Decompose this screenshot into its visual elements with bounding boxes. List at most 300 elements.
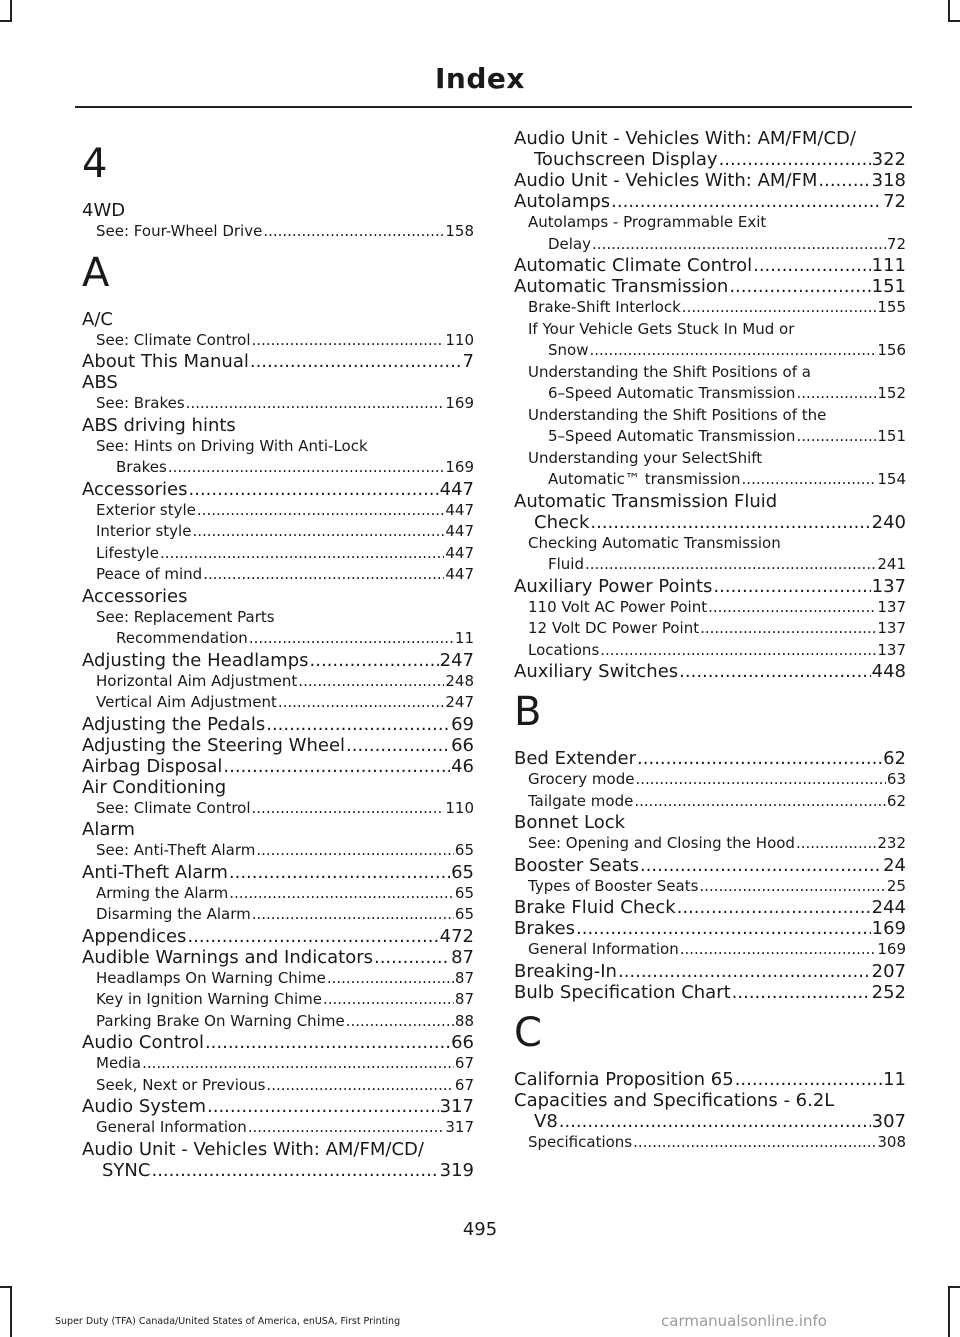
index-subentry	[514, 769, 906, 791]
index-subentry	[82, 989, 474, 1011]
page-ref-link[interactable]: 137	[877, 640, 906, 659]
dot-leader	[699, 876, 886, 898]
page-ref-link[interactable]: 447	[445, 543, 474, 562]
index-subentry	[514, 876, 906, 898]
entry-text-line: Automatic Transmission Fluid	[514, 490, 778, 512]
entry-text: Grocery mode	[528, 770, 635, 788]
entry-text: General Information	[528, 940, 679, 958]
entry-text: Accessories	[82, 478, 188, 500]
dot-leader	[677, 897, 871, 918]
dot-leader	[611, 191, 882, 212]
page-ref-link[interactable]: 156	[877, 341, 906, 359]
index-entry	[514, 812, 906, 833]
crop-mark	[948, 1286, 950, 1337]
index-entry	[82, 650, 474, 671]
page-ref-link[interactable]: 169	[445, 458, 474, 476]
entry-text: Check	[534, 511, 590, 533]
index-entry	[82, 1096, 474, 1117]
section-letter: C	[514, 1009, 542, 1056]
page-ref-link[interactable]: 66	[451, 1032, 474, 1053]
page-ref-link[interactable]: 241	[877, 555, 906, 573]
index-entry	[514, 128, 906, 170]
index-entry	[82, 372, 474, 393]
dot-leader	[796, 426, 876, 448]
index-subentry	[514, 319, 906, 362]
entry-text: Fluid	[548, 555, 584, 573]
page-ref-link[interactable]: 151	[877, 427, 906, 445]
entry-text-line: Understanding your SelectShift	[528, 448, 763, 467]
index-entry	[514, 1090, 906, 1132]
index-subentry	[82, 564, 474, 586]
crop-mark	[948, 1286, 960, 1288]
index-entry	[82, 862, 474, 883]
index-subentry	[514, 640, 906, 662]
entry-text: Specifications	[528, 1132, 633, 1151]
entry-text: Interior style	[96, 522, 192, 540]
dot-leader	[207, 1096, 439, 1117]
page-ref-link[interactable]: 447	[439, 478, 474, 500]
index-entry	[82, 947, 474, 968]
entry-text: Vertical Aim Adjustment	[96, 693, 277, 711]
page-ref-link[interactable]: 88	[454, 1011, 474, 1030]
entry-text: Horizontal Aim Adjustment	[96, 671, 298, 690]
index-subentry	[514, 597, 906, 619]
page-ref-link[interactable]: 317	[445, 1118, 474, 1136]
entry-text: 5–Speed Automatic Transmission	[548, 427, 796, 445]
page-ref-link[interactable]: 110	[445, 798, 474, 817]
entry-text: Automatic Climate Control	[514, 255, 753, 276]
dot-leader	[796, 383, 876, 405]
page-ref-link[interactable]: 110	[445, 330, 474, 349]
entry-text: Autolamps	[514, 191, 611, 212]
index-column-right	[514, 128, 906, 1153]
entry-text: Adjusting the Pedals	[82, 713, 266, 735]
index-subentry	[82, 1011, 474, 1033]
entry-text: 110 Volt AC Power Point	[528, 597, 708, 616]
page-ref-link[interactable]: 111	[871, 255, 906, 276]
entry-text: See: Opening and Closing the Hood	[528, 834, 795, 852]
index-entry	[82, 200, 474, 221]
entry-text: Arming the Alarm	[96, 883, 229, 902]
dot-leader	[729, 276, 870, 297]
dot-leader	[151, 1160, 438, 1181]
dot-leader	[266, 1075, 453, 1097]
entry-text: See: Brakes	[96, 394, 185, 412]
index-subentry	[82, 500, 474, 522]
dot-leader	[742, 469, 877, 491]
index-entry	[82, 309, 474, 330]
dot-leader	[559, 1111, 871, 1132]
entry-text-line: If Your Vehicle Gets Stuck In Mud or	[528, 319, 795, 338]
page-ref-link[interactable]: 247	[439, 649, 474, 671]
dot-leader	[310, 650, 439, 671]
watermark: carmanualsonline.info	[661, 1312, 827, 1330]
entry-text: See: Climate Control	[96, 330, 251, 349]
entry-text: California Proposition 65	[514, 1068, 734, 1090]
entry-text: Adjusting the Steering Wheel	[82, 734, 346, 756]
entry-text: Alarm	[82, 819, 135, 840]
dot-leader	[818, 170, 870, 191]
entry-text: Auxiliary Power Points	[514, 575, 713, 597]
dot-leader	[189, 479, 439, 500]
page-ref-link[interactable]: 137	[877, 597, 906, 616]
page-ref-link[interactable]: 72	[886, 234, 906, 253]
index-entry	[514, 1069, 906, 1090]
dot-leader	[249, 628, 454, 650]
entry-text: Headlamps On Warning Chime	[96, 968, 326, 987]
dot-leader	[585, 554, 876, 576]
page-ref-link[interactable]: 62	[883, 748, 906, 769]
dot-leader	[735, 1069, 882, 1090]
index-subentry	[514, 212, 906, 255]
page-ref-link[interactable]: 207	[871, 960, 906, 982]
dot-leader	[592, 234, 886, 256]
page-ref-link[interactable]: 232	[877, 834, 906, 852]
index-subentry	[514, 405, 906, 448]
entry-text-line: Capacities and Specifications - 6.2L	[514, 1089, 835, 1111]
crop-mark	[10, 1286, 12, 1337]
page-title: Index	[435, 62, 525, 95]
index-entry	[514, 491, 906, 533]
index-entry	[82, 1032, 474, 1053]
index-subentry	[82, 840, 474, 862]
entry-text-line: See: Hints on Driving With Anti-Lock	[96, 436, 368, 455]
dot-leader	[263, 221, 444, 243]
crop-mark	[10, 0, 12, 22]
index-entry	[514, 982, 906, 1003]
page-number: 495	[462, 1219, 498, 1240]
dot-leader	[633, 1132, 876, 1154]
dot-leader	[634, 791, 886, 813]
entry-text: SYNC	[102, 1159, 151, 1181]
entry-text: Locations	[528, 640, 600, 659]
index-entry	[82, 926, 474, 947]
page-ref-link[interactable]: 67	[454, 1054, 474, 1072]
page-ref-link[interactable]: 318	[871, 170, 906, 191]
index-subentry	[514, 533, 906, 576]
entry-text-line: Understanding the Shift Positions of the	[528, 405, 827, 424]
index-entry	[82, 479, 474, 500]
index-entry	[82, 351, 474, 372]
entry-text: V8	[534, 1110, 558, 1132]
index-entry	[514, 170, 906, 191]
entry-text: Delay	[548, 234, 592, 253]
index-entry	[82, 735, 474, 756]
entry-text: Auxiliary Switches	[514, 661, 679, 682]
entry-text: Automatic Transmission	[514, 276, 729, 297]
index-entry	[514, 918, 906, 939]
entry-text: Bed Extender	[514, 748, 637, 769]
entry-text: Parking Brake On Warning Chime	[96, 1011, 345, 1030]
dot-leader	[682, 297, 877, 319]
entry-text: Exterior style	[96, 500, 196, 519]
page-ref-link[interactable]: 307	[871, 1110, 906, 1132]
index-subentry	[514, 618, 906, 640]
dot-leader	[266, 714, 450, 735]
page-ref-link[interactable]: 308	[877, 1132, 906, 1151]
page-ref-link[interactable]: 472	[439, 925, 474, 947]
entry-text: Lifestyle	[96, 543, 160, 562]
index-subentry	[82, 904, 474, 926]
entry-text: Brake Fluid Check	[514, 897, 676, 918]
entry-text: Touchscreen Display	[534, 149, 718, 170]
page-ref-link[interactable]: 448	[871, 661, 906, 682]
page-ref-link[interactable]: 240	[871, 511, 906, 533]
dot-leader	[278, 692, 445, 714]
dot-leader	[346, 1011, 454, 1033]
entry-text: Brakes	[514, 918, 576, 939]
dot-leader	[160, 543, 444, 565]
index-column-left	[82, 128, 474, 1181]
index-entry	[82, 819, 474, 840]
entry-text: Accessories	[82, 585, 188, 607]
page-ref-link[interactable]: 65	[454, 841, 474, 859]
index-entry	[514, 255, 906, 276]
dot-leader	[192, 521, 444, 543]
dot-leader	[618, 961, 871, 982]
entry-text: General Information	[96, 1118, 247, 1136]
index-subentry	[514, 1132, 906, 1154]
entry-text: Tailgate mode	[528, 791, 634, 810]
dot-leader	[576, 918, 871, 939]
dot-leader	[600, 640, 876, 662]
page-ref-link[interactable]: 447	[445, 500, 474, 519]
dot-leader	[796, 833, 876, 855]
entry-text: Types of Booster Seats	[528, 876, 699, 895]
page-ref-link[interactable]: 169	[871, 918, 906, 939]
entry-text-line: Understanding the Shift Positions of a	[528, 362, 811, 381]
dot-leader	[256, 840, 454, 862]
dot-leader	[248, 1117, 445, 1139]
dot-leader	[327, 968, 454, 990]
page-ref-link[interactable]: 158	[445, 222, 474, 240]
dot-leader	[229, 883, 454, 905]
index-subentry	[82, 798, 474, 820]
dot-leader	[719, 149, 871, 170]
page-ref-link[interactable]: 319	[439, 1159, 474, 1181]
entry-text: Brake-Shift Interlock	[528, 298, 681, 316]
index-subentry	[82, 1117, 474, 1139]
index-subentry	[82, 607, 474, 650]
index-entry	[82, 1139, 474, 1181]
dot-leader	[252, 330, 445, 352]
entry-text: See: Anti-Theft Alarm	[96, 841, 256, 859]
index-entry	[82, 586, 474, 607]
entry-text-line: Autolamps - Programmable Exit	[528, 213, 767, 231]
page-ref-link[interactable]: 155	[877, 298, 906, 316]
page-ref-link[interactable]: 11	[883, 1068, 906, 1090]
index-subentry	[514, 939, 906, 961]
entry-text: ABS	[82, 372, 118, 393]
dot-leader	[168, 457, 445, 479]
entry-text-line: Audio Unit - Vehicles With: AM/FM/CD/	[514, 128, 856, 149]
page-ref-link[interactable]: 46	[451, 755, 474, 777]
dot-leader	[298, 671, 444, 693]
dot-leader	[700, 618, 876, 640]
entry-text: ABS driving hints	[82, 414, 236, 436]
page-ref-link[interactable]: 72	[883, 191, 906, 212]
dot-leader	[252, 798, 445, 820]
entry-text: A/C	[82, 308, 113, 330]
index-subentry	[82, 221, 474, 243]
page-ref-link[interactable]: 447	[445, 565, 474, 583]
entry-text-line: Checking Automatic Transmission	[528, 533, 781, 552]
page-ref-link[interactable]: 447	[445, 522, 474, 540]
dot-leader	[753, 255, 871, 276]
page-ref-link[interactable]: 252	[871, 981, 906, 1003]
crop-mark	[948, 20, 960, 22]
index-subentry	[514, 448, 906, 491]
entry-text: Adjusting the Headlamps	[82, 649, 309, 671]
entry-text-line: Audio Unit - Vehicles With: AM/FM/CD/	[82, 1138, 424, 1160]
index-subentry	[82, 330, 474, 352]
header-rule	[75, 106, 912, 108]
page-ref-link[interactable]: 137	[877, 619, 906, 637]
index-entry	[514, 576, 906, 597]
dot-leader	[590, 512, 870, 533]
page-ref-link[interactable]: 63	[886, 770, 906, 788]
dot-leader	[374, 947, 450, 968]
page-ref-link[interactable]: 66	[451, 734, 474, 756]
index-subentry	[82, 393, 474, 415]
dot-leader	[252, 904, 454, 926]
section-letter: A	[82, 249, 110, 296]
page-ref-link[interactable]: 7	[462, 351, 474, 372]
entry-text: 4WD	[82, 200, 126, 221]
entry-text: Anti-Theft Alarm	[82, 861, 228, 883]
page-ref-link[interactable]: 247	[445, 693, 474, 711]
entry-text: See: Climate Control	[96, 798, 251, 817]
entry-text: Audio Control	[82, 1032, 204, 1053]
index-subentry	[514, 297, 906, 319]
page-ref-link[interactable]: 87	[454, 990, 474, 1008]
page-ref-link[interactable]: 65	[454, 905, 474, 923]
page-ref-link[interactable]: 62	[886, 791, 906, 810]
page-ref-link[interactable]: 65	[451, 861, 474, 883]
index-entry	[514, 661, 906, 682]
entry-text: Air Conditioning	[82, 776, 227, 798]
entry-text: Seek, Next or Previous	[96, 1075, 266, 1094]
dot-leader	[205, 1032, 450, 1053]
page-ref-link[interactable]: 317	[439, 1096, 474, 1117]
index-subentry	[82, 968, 474, 990]
entry-text: Media	[96, 1054, 142, 1072]
entry-text: Peace of mind	[96, 565, 203, 583]
page-ref-link[interactable]: 25	[886, 876, 906, 895]
page-ref-link[interactable]: 169	[877, 940, 906, 958]
dot-leader	[250, 351, 462, 372]
entry-text: Audio Unit - Vehicles With: AM/FM	[514, 170, 818, 191]
index-entry	[514, 276, 906, 297]
entry-text: Bonnet Lock	[514, 812, 626, 833]
entry-text: 6–Speed Automatic Transmission	[548, 384, 796, 402]
dot-leader	[640, 855, 882, 876]
entry-text: Brakes	[116, 458, 167, 476]
dot-leader	[229, 862, 450, 883]
index-entry	[514, 191, 906, 212]
entry-text: Recommendation	[116, 629, 248, 647]
dot-leader	[708, 597, 876, 619]
entry-text: Audio System	[82, 1096, 207, 1117]
index-entry	[514, 897, 906, 918]
index-subentry	[82, 436, 474, 479]
index-subentry	[82, 671, 474, 693]
dot-leader	[346, 735, 450, 756]
entry-text: Disarming the Alarm	[96, 905, 251, 923]
page-ref-link[interactable]: 87	[451, 946, 474, 968]
dot-leader	[589, 340, 876, 362]
index-subentry	[514, 833, 906, 855]
entry-text: Audible Warnings and Indicators	[82, 946, 373, 968]
index-subentry	[82, 1053, 474, 1075]
entry-text: Automatic™ transmission	[548, 470, 741, 488]
page-ref-link[interactable]: 11	[454, 629, 474, 647]
page-ref-link[interactable]: 87	[454, 968, 474, 987]
page-ref-link[interactable]: 151	[871, 276, 906, 297]
page-ref-link[interactable]: 137	[871, 575, 906, 597]
entry-text: Breaking-In	[514, 960, 617, 982]
page-ref-link[interactable]: 154	[877, 470, 906, 488]
entry-text: Snow	[548, 341, 589, 359]
index-subentry	[82, 883, 474, 905]
dot-leader	[223, 756, 450, 777]
crop-mark	[0, 20, 12, 22]
index-subentry	[82, 1075, 474, 1097]
page-ref-link[interactable]: 67	[454, 1075, 474, 1094]
index-entry	[514, 855, 906, 876]
index-subentry	[514, 791, 906, 813]
entry-text: Appendices	[82, 925, 187, 947]
page-ref-link[interactable]: 248	[445, 671, 474, 690]
dot-leader	[142, 1053, 454, 1075]
entry-text: Bulb Specification Chart	[514, 981, 731, 1003]
entry-text-line: See: Replacement Parts	[96, 607, 275, 626]
entry-text: Key in Ignition Warning Chime	[96, 990, 322, 1008]
dot-leader	[197, 500, 444, 522]
entry-text: Airbag Disposal	[82, 755, 223, 777]
page-ref-link[interactable]: 24	[883, 854, 906, 876]
page-ref-link[interactable]: 152	[877, 384, 906, 402]
index-entry	[82, 756, 474, 777]
index-subentry	[82, 543, 474, 565]
dot-leader	[680, 939, 877, 961]
dot-leader	[203, 564, 444, 586]
page-ref-link[interactable]: 65	[454, 883, 474, 902]
dot-leader	[713, 576, 870, 597]
entry-text: 12 Volt DC Power Point	[528, 619, 700, 637]
index-subentry	[82, 692, 474, 714]
page-ref-link[interactable]: 244	[871, 897, 906, 918]
index-subentry	[82, 521, 474, 543]
footer-text: Super Duty (TFA) Canada/United States of America, enUSA, First Printing	[55, 1316, 401, 1327]
dot-leader	[732, 982, 871, 1003]
dot-leader	[637, 748, 882, 769]
crop-mark	[948, 0, 950, 22]
entry-text: About This Manual	[82, 351, 249, 372]
section-letter: B	[514, 689, 542, 735]
dot-leader	[679, 661, 870, 682]
dot-leader	[186, 393, 445, 415]
page-ref-link[interactable]: 69	[451, 713, 474, 735]
page-ref-link[interactable]: 322	[871, 149, 906, 170]
crop-mark	[0, 1286, 12, 1288]
dot-leader	[323, 989, 454, 1011]
index-entry	[82, 777, 474, 798]
index-entry	[514, 961, 906, 982]
index-entry	[514, 748, 906, 769]
dot-leader	[187, 926, 438, 947]
page-ref-link[interactable]: 169	[445, 394, 474, 412]
